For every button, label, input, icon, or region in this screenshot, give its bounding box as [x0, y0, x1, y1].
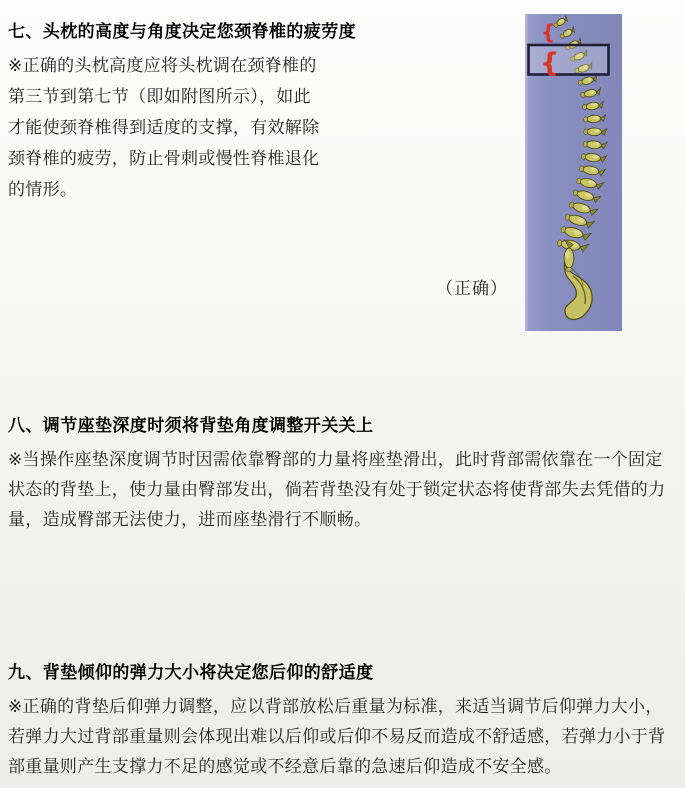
figure-left-highlight [525, 14, 528, 331]
section-backrest-tilt-body [8, 692, 677, 782]
section-seat-depth-body [8, 445, 677, 535]
body-line: 第三节到第七节（即如附图所示），如此 [8, 87, 311, 107]
section-headrest-title: 七、头枕的高度与角度决定您颈脊椎的疲劳度 [8, 22, 356, 42]
section-backrest-tilt-title: 九、背垫倾仰的弹力大小将决定您后仰的舒适度 [8, 663, 374, 683]
body-line: ※正确的头枕高度应将头枕调在颈脊椎的 [8, 56, 317, 76]
upper-brace-marker: { [541, 20, 556, 44]
section-seat-depth-title: 八、调节座垫深度时须将背垫角度调整开关关上 [8, 416, 374, 436]
body-line: 颈脊椎的疲劳，防止骨刺或慢性脊椎退化 [8, 149, 320, 169]
body-line: 量，造成臀部无法使力，进而座垫滑行不顺畅。 [8, 510, 372, 530]
body-line: 才能使颈脊椎得到适度的支撑，有效解除 [8, 118, 320, 138]
body-line: 部重量则产生支撑力不足的感觉或不经意后靠的急速后仰造成不安全感。 [8, 757, 562, 777]
correct-caption: （正确） [436, 279, 508, 299]
body-line: 若弹力大过背部重量则会体现出难以后仰或后仰不易反而造成不舒适感，若弹力小于背 [8, 727, 666, 747]
section-backrest-tilt [8, 663, 677, 782]
section-seat-depth [8, 416, 677, 535]
lower-brace-marker: { [540, 48, 560, 79]
body-line: ※正确的背垫后仰弹力调整，应以背部放松后重量为标准，来适当调节后仰弹力大小， [8, 697, 663, 717]
body-line: ※当操作座垫深度调节时因需依靠臀部的力量将座垫滑出，此时背部需依靠在一个固定 [8, 450, 663, 470]
body-line: 的情形。 [8, 180, 78, 200]
body-line: 状态的背垫上，使力量由臀部发出，倘若背垫没有处于锁定状态将使背部失去凭借的力 [8, 480, 666, 500]
spine-figure [525, 14, 622, 331]
